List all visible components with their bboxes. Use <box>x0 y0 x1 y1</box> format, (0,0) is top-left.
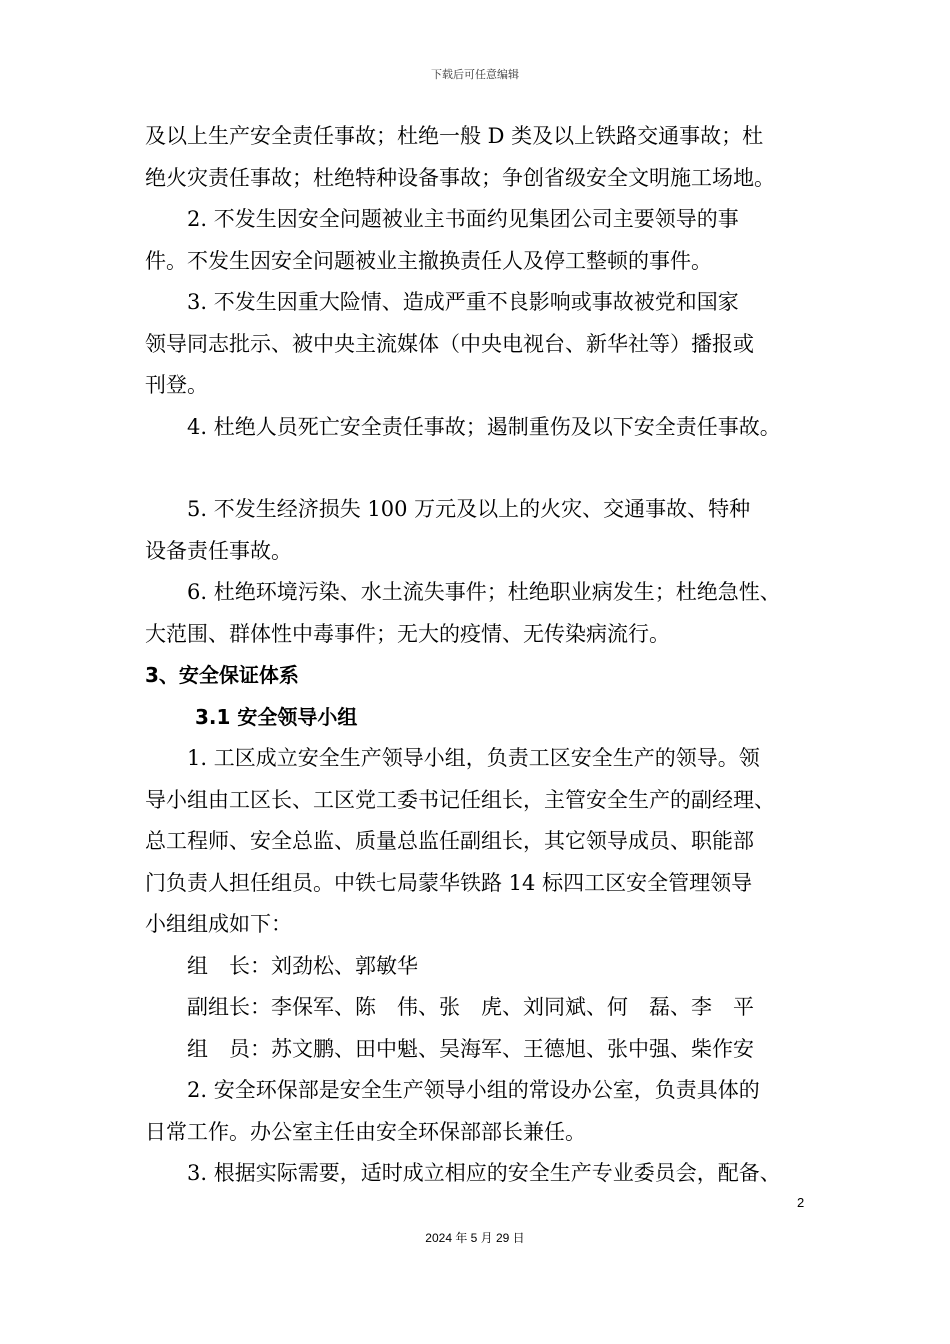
leader-label-part: 长： <box>229 953 271 978</box>
paragraph-line: 导小组由工区长、工区党工委书记任组长，主管安全生产的副经理、 <box>145 787 775 812</box>
leader-label-part: 组 <box>187 953 208 978</box>
paragraph-line: 5. 不发生经济损失 100 万元及以上的火灾、交通事故、特种 <box>187 497 751 521</box>
page-header: 下载后可任意编辑 <box>431 68 519 81</box>
paragraph-line: 6. 杜绝环境污染、水土流失事件；杜绝职业病发生；杜绝急性、 <box>187 580 781 604</box>
paragraph-line: 总工程师、安全总监、质量总监任副组长，其它领导成员、职能部 <box>145 829 754 853</box>
document-body <box>145 116 825 1195</box>
paragraph-line: 大范围、群体性中毒事件；无大的疫情、无传染病流行。 <box>145 621 670 646</box>
member-label-part: 员： <box>229 1036 271 1061</box>
paragraph-line: 设备责任事故。 <box>145 538 292 563</box>
paragraph-line: 1. 工区成立安全生产领导小组，负责工区安全生产的领导。领 <box>187 746 760 770</box>
paragraph-line: 领导同志批示、被中央主流媒体（中央电视台、新华社等）播报或 <box>145 331 754 356</box>
subsection-heading: 3.1 安全领导小组 <box>195 704 358 729</box>
paragraph-line: 门负责人担任组员。中铁七局蒙华铁路 14 标四工区安全管理领导 <box>145 870 753 895</box>
leader-label <box>187 946 271 988</box>
deputy-names: 李保军、陈 伟、张 虎、刘同斌、何 磊、李 平 <box>271 995 754 1019</box>
paragraph-line: 件。不发生因安全问题被业主撤换责任人及停工整顿的事件。 <box>145 248 712 273</box>
paragraph-line: 小组组成如下： <box>145 912 292 936</box>
paragraph-line: 3. 根据实际需要，适时成立相应的安全生产专业委员会，配备、 <box>187 1161 781 1185</box>
leader-row <box>145 946 825 988</box>
deputy-row <box>145 987 825 1029</box>
page-number: 2 <box>797 1195 805 1210</box>
paragraph-line: 日常工作。办公室主任由安全环保部部长兼任。 <box>145 1119 586 1144</box>
blank-line <box>145 448 825 489</box>
section-heading: 3、安全保证体系 <box>145 663 299 687</box>
member-label <box>187 1029 271 1071</box>
paragraph-line: 绝火灾责任事故；杜绝特种设备事故；争创省级安全文明施工场地。 <box>145 165 775 190</box>
page-footer-date: 2024 年 5 月 29 日 <box>425 1231 525 1245</box>
paragraph-line: 2. 安全环保部是安全生产领导小组的常设办公室，负责具体的 <box>187 1078 760 1102</box>
member-names: 苏文鹏、田中魁、吴海军、王德旭、张中强、柴作安 <box>271 1036 754 1061</box>
leader-names: 刘劲松、郭敏华 <box>271 953 418 978</box>
member-label-part: 组 <box>187 1036 208 1061</box>
paragraph-line: 4. 杜绝人员死亡安全责任事故；遏制重伤及以下安全责任事故。 <box>187 414 781 439</box>
paragraph-line: 2. 不发生因安全问题被业主书面约见集团公司主要领导的事 <box>187 207 739 231</box>
deputy-label: 副组长： <box>187 995 271 1019</box>
paragraph-line: 3. 不发生因重大险情、造成严重不良影响或事故被党和国家 <box>187 290 739 314</box>
member-row <box>145 1029 825 1071</box>
paragraph-line: 刊登。 <box>145 373 208 397</box>
paragraph-line: 及以上生产安全责任事故；杜绝一般 D 类及以上铁路交通事故；杜 <box>145 124 764 148</box>
